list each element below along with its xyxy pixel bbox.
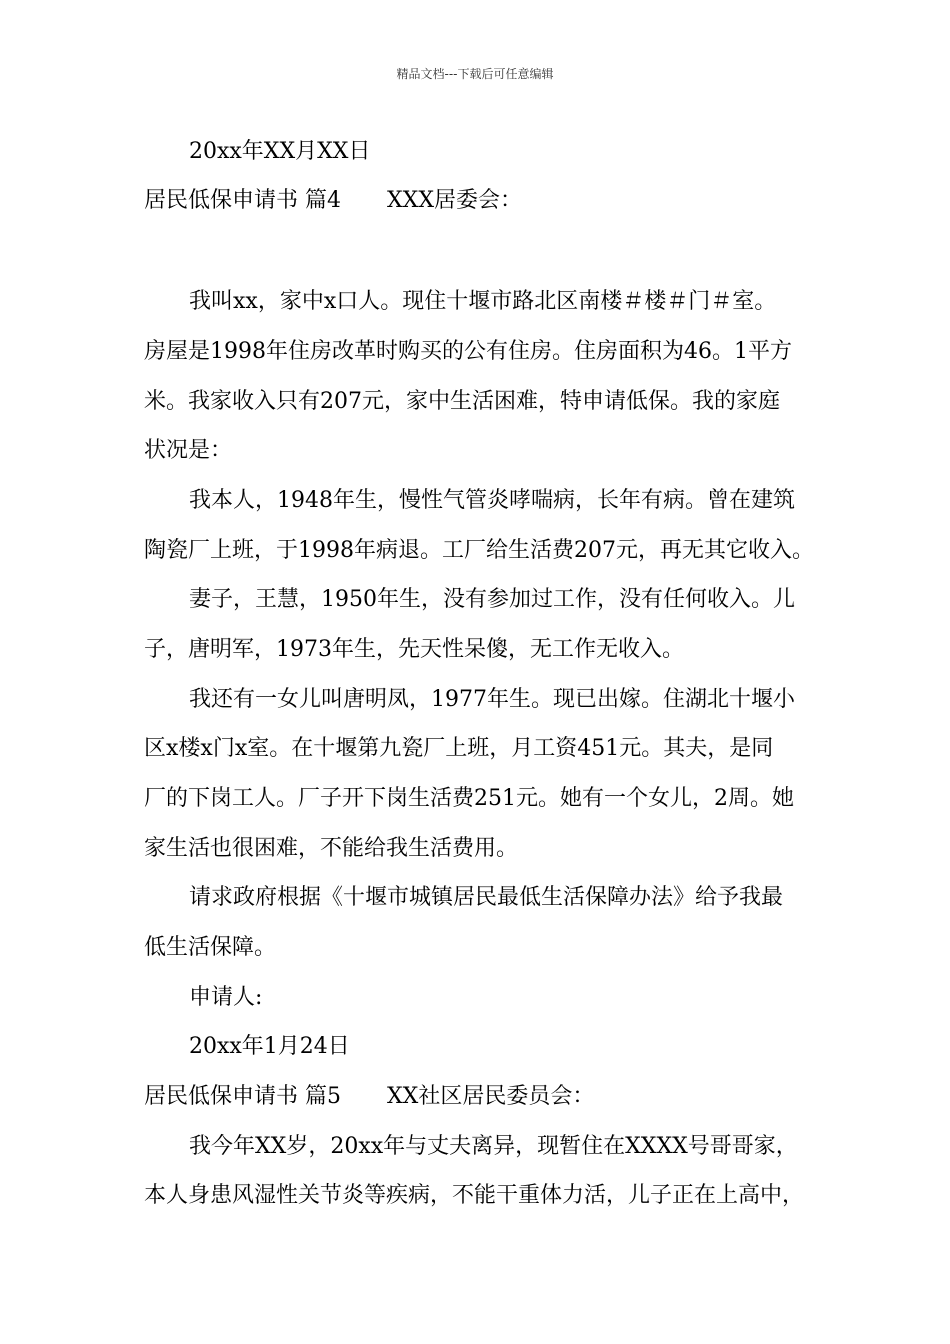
- paragraph-line: 陶瓷厂上班，于1998年病退。工厂给生活费207元，再无其它收入。: [144, 538, 814, 563]
- date-line: 20xx年1月24日: [189, 1034, 350, 1059]
- paragraph-line: 子，唐明军，1973年生，先天性呆傻，无工作无收入。: [144, 637, 684, 662]
- section-heading-4: [144, 186, 522, 216]
- paragraph-line: 米。我家收入只有207元，家中生活困难，特申请低保。我的家庭: [144, 389, 780, 414]
- applicant-label: 申请人:: [189, 985, 263, 1010]
- heading-title: 居民低保申请书 篇5: [144, 1084, 341, 1109]
- paragraph-line: 区x楼x门x室。在十堰第九瓷厂上班，月工资451元。其夫，是同: [144, 736, 774, 761]
- date-line: 20xx年XX月XX日: [189, 139, 371, 164]
- section-heading-5: [144, 1082, 594, 1112]
- paragraph-line: 厂的下岗工人。厂子开下岗生活费251元。她有一个女儿，2周。她: [144, 786, 794, 811]
- paragraph-line: 本人身患风湿性关节炎等疾病，不能干重体力活，儿子正在上高中，: [144, 1183, 805, 1208]
- paragraph-line: 我本人，1948年生，慢性气管炎哮喘病，长年有病。曾在建筑: [189, 488, 795, 513]
- heading-addressee: XX社区居民委员会：: [387, 1084, 595, 1109]
- paragraph-line: 低生活保障。: [144, 935, 277, 960]
- paragraph-line: 房屋是1998年住房改革时购买的公有住房。住房面积为46。1平方: [144, 339, 792, 364]
- paragraph-line: 家生活也很困难，不能给我生活费用。: [144, 836, 519, 861]
- paragraph-line: 我今年XX岁，20xx年与丈夫离异，现暂住在XXXX号哥哥家，: [189, 1134, 798, 1159]
- paragraph-line: 我叫xx，家中x口人。现住十堰市路北区南楼＃楼＃门＃室。: [189, 289, 777, 314]
- heading-addressee: XXX居委会：: [387, 188, 522, 213]
- paragraph-line: 请求政府根据《十堰市城镇居民最低生活保障办法》给予我最: [189, 885, 784, 910]
- paragraph-line: 状况是：: [144, 438, 233, 463]
- page-header: 精品文档---下载后可任意编辑: [396, 67, 554, 81]
- paragraph-line: 妻子，王慧，1950年生，没有参加过工作，没有任何收入。儿: [189, 587, 795, 612]
- heading-title: 居民低保申请书 篇4: [144, 188, 341, 213]
- paragraph-line: 我还有一女儿叫唐明凤，1977年生。现已出嫁。住湖北十堰小: [189, 687, 795, 712]
